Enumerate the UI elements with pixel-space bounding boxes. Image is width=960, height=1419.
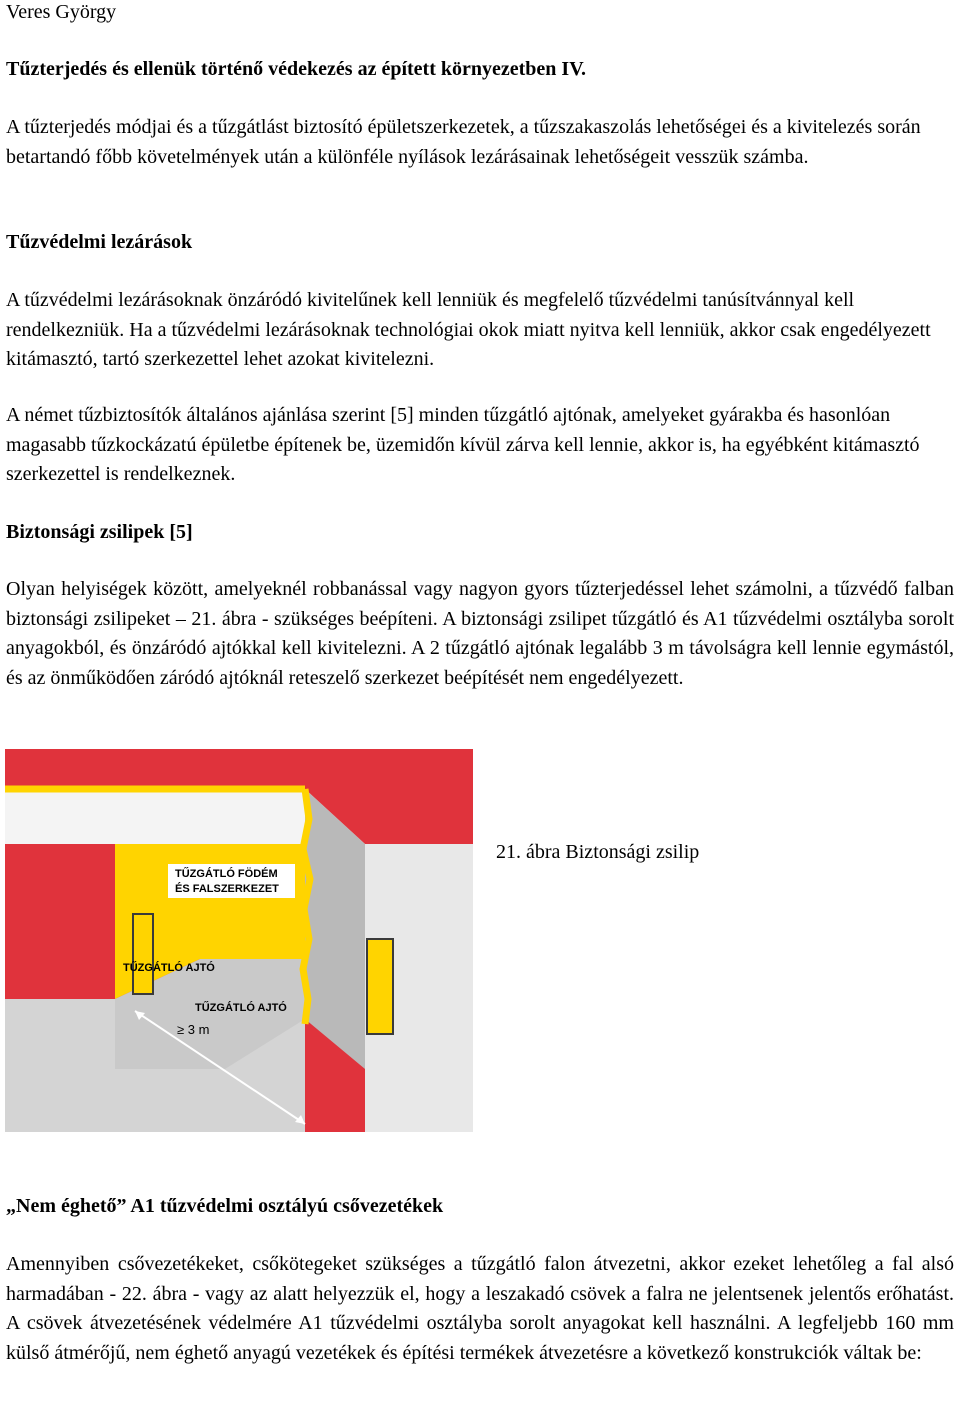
paragraph-fire-closures-2: A német tűzbiztosítók általános ajánlása szerint [5] minden tűzgátló ajtónak, amelyeket gyárakba és hasonlóan magasabb tűzkockázatú épületbe építenek be, üzemidőn kívül zárva kell lennie, akkor is, ha egyébként kitámasztó szerkezettel is rendelkeznek. [6, 404, 920, 485]
section-heading-safety-locks: Biztonsági zsilipek [5] [6, 521, 193, 543]
label-door-1: TŰZGÁTLÓ AJTÓ [123, 962, 215, 974]
document-title: Tűzterjedés és ellenük történő védekezés az épített környezetben IV. [6, 58, 587, 80]
label-ceiling-line1: TŰZGÁTLÓ FÖDÉM [175, 868, 278, 880]
section-heading-pipes: „Nem éghető” A1 tűzvédelmi osztályú csővezetékek [6, 1195, 444, 1217]
label-distance: ≥ 3 m [177, 1022, 210, 1037]
label-door-2: TŰZGÁTLÓ AJTÓ [195, 1002, 287, 1014]
fire-door-2 [367, 939, 393, 1034]
intro-paragraph: A tűzterjedés módjai és a tűzgátlást biztosító épületszerkezetek, a tűzszakaszolás lehetőségei és a kivitelezés során betartandó főbb követelmények után a különféle nyílások lezárásainak lehetőségeit vesszük számba. [6, 116, 921, 168]
author-name: Veres György [6, 1, 117, 23]
paragraph-fire-closures-1: A tűzvédelmi lezárásoknak önzáródó kivitelűnek kell lenniük és megfelelő tűzvédelmi tanúsítvánnyal kell rendelkezniük. Ha a tűzvédelmi lezárásoknak technológiai okok miatt nyitva kell lenniük, akkor csak engedélyezett kitámasztó, tartó szerkezettel lehet azokat kivitelezni. [6, 289, 931, 370]
yellow-back-wall [200, 844, 305, 959]
label-ceiling-line2: ÉS FALSZERKEZET [175, 883, 279, 895]
figure-caption: 21. ábra Biztonsági zsilip [496, 841, 700, 863]
section-heading-fire-closures: Tűzvédelmi lezárások [6, 231, 193, 253]
paragraph-pipes: Amennyiben csővezetékeket, csőkötegeket szükséges a tűzgátló falon átvezetni, akkor ezeket lehetőleg a fal alsó harmadában - 22. ábra - vagy az alatt helyezzük el, hogy a leszakadó csövek a falra ne jelentsenek jelentős erőhatást. A csövek átvezetésének védelmére A1 tűzvédelmi osztályba sorolt anyagokat kell használni. A legfeljebb 160 mm külső átmérőjű, nem éghető anyagú vezetékek és építési termékek átvezetésre a következő konstrukciók váltak be: [6, 1253, 954, 1364]
paragraph-safety-locks: Olyan helyiségek között, amelyeknél robbanással vagy nagyon gyors tűzterjedéssel lehet számolni, a tűzvédő falban biztonsági zsilipeket – 21. ábra - szükséges beépíteni. A biztonsági zsilipet tűzgátló és A1 tűzvédelmi osztályba sorolt anyagokból, és önzáródó ajtókkal kell kivitelezni. A 2 tűzgátló ajtónak legalább 3 m távolságra kell lennie egymástól, és az önműködően záródó ajtóknál reteszelő szerkezet beépítését nem engedélyezett. [6, 578, 954, 689]
fire-door-1 [133, 914, 153, 994]
safety-airlock-figure [5, 749, 473, 1132]
